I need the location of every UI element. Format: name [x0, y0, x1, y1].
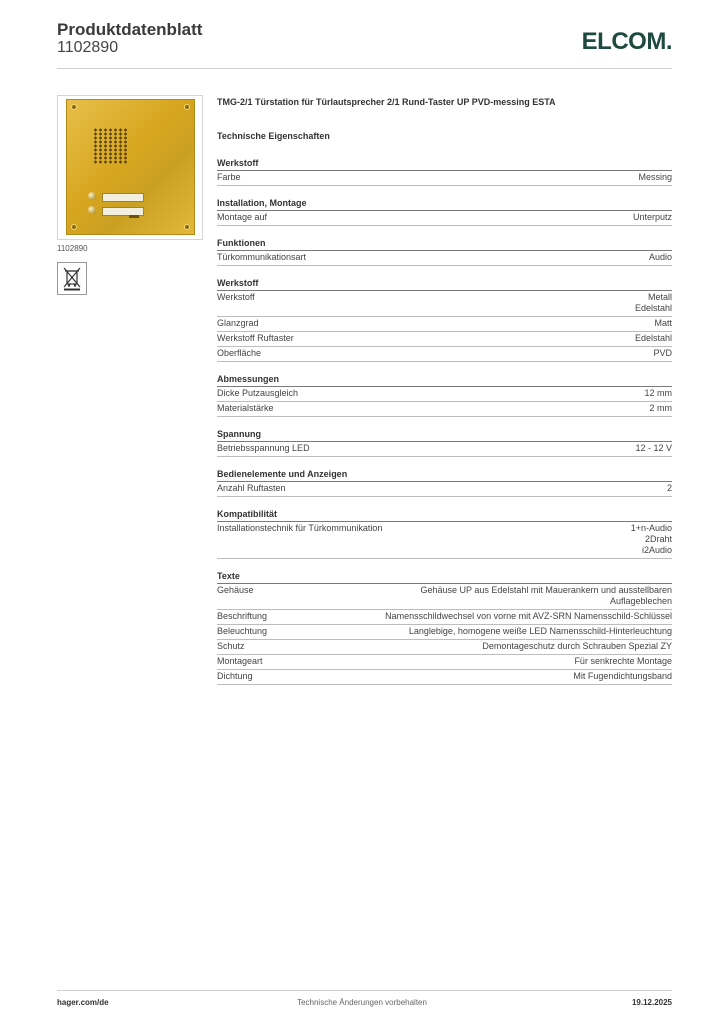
- texte-rows: [217, 584, 672, 685]
- spec-content: [217, 97, 672, 685]
- spec-value: [667, 483, 672, 494]
- group-title: Abmessungen: [217, 373, 672, 387]
- spec-row: [217, 251, 672, 266]
- logo-text: ELCOM: [581, 28, 666, 55]
- texte-label: Beschriftung: [217, 611, 268, 621]
- texte-row: [217, 610, 672, 625]
- spec-row: [217, 387, 672, 402]
- texte-group: [217, 570, 672, 685]
- texte-label: Dichtung: [217, 671, 253, 681]
- spec-value-line: 2 mm: [649, 403, 672, 413]
- group-title: Installation, Montage: [217, 197, 672, 211]
- screw-icon: [72, 225, 76, 229]
- texte-label: Montageart: [217, 656, 263, 666]
- spec-value: [635, 333, 672, 344]
- footer-divider: [57, 990, 672, 991]
- spec-row: [217, 171, 672, 186]
- spec-row: [217, 482, 672, 497]
- call-button-icon: [88, 206, 96, 214]
- spec-label: Betriebsspannung LED: [217, 443, 310, 453]
- spec-group: [217, 508, 672, 559]
- spec-label: Anzahl Ruftasten: [217, 483, 286, 493]
- spec-group: [217, 197, 672, 226]
- product-image: [57, 95, 203, 240]
- texte-row: [217, 640, 672, 655]
- spec-value-line: Metall: [647, 292, 672, 302]
- spec-group: [217, 157, 672, 186]
- group-title: Kompatibilität: [217, 508, 672, 522]
- article-number: 1102890: [57, 39, 119, 56]
- spec-value: [650, 403, 673, 414]
- spec-label: Materialstärke: [217, 403, 274, 413]
- spec-value-line: 12 - 12 V: [635, 443, 672, 453]
- product-title: TMG-2/1 Türstation für Türlautsprecher 2/1 Rund-Taster UP PVD-messing ESTA: [217, 97, 556, 107]
- spec-row: [217, 211, 672, 226]
- texte-value: Namensschildwechsel von vorne mit AVZ-SRN Namensschild-Schlüssel: [385, 611, 672, 621]
- texte-row: [217, 584, 672, 610]
- spec-group: [217, 468, 672, 497]
- name-plate: [102, 193, 144, 202]
- texte-label: Gehäuse: [217, 585, 254, 595]
- header-divider: [57, 68, 672, 69]
- screw-icon: [72, 105, 76, 109]
- texte-value: Gehäuse UP aus Edelstahl mit Mauerankern und ausstellbaren Auflageblechen: [420, 585, 672, 606]
- spec-label: Oberfläche: [217, 348, 262, 358]
- group-title: Werkstoff: [217, 157, 672, 171]
- texte-label: Beleuchtung: [217, 626, 268, 636]
- call-button-icon: [88, 192, 96, 200]
- spec-group: [217, 277, 672, 362]
- door-station-plate: [66, 99, 195, 235]
- texte-value: Mit Fugendichtungsband: [573, 671, 672, 681]
- spec-label: Werkstoff Ruftaster: [217, 333, 294, 343]
- texte-row: [217, 670, 672, 685]
- screw-icon: [185, 225, 189, 229]
- footer-disclaimer: Technische Änderungen vorbehalten: [297, 998, 427, 1007]
- spec-value: [635, 443, 672, 454]
- spec-label: Montage auf: [217, 212, 268, 222]
- spec-value: [635, 292, 672, 314]
- call-button-row: [88, 192, 178, 202]
- group-title: Bedienelemente und Anzeigen: [217, 468, 672, 482]
- spec-value-line: Matt: [654, 318, 672, 328]
- footer-website: hager.com/de: [57, 998, 109, 1007]
- spec-row: [217, 522, 672, 559]
- spec-label: Farbe: [217, 172, 241, 182]
- group-title: Werkstoff: [217, 277, 672, 291]
- spec-value-line: Audio: [648, 252, 672, 262]
- elcom-logo: [582, 28, 672, 56]
- spec-value: [653, 348, 672, 359]
- spec-value: [631, 523, 672, 556]
- spec-groups: [217, 157, 672, 559]
- spec-row: [217, 332, 672, 347]
- spec-label: Türkommunikationsart: [217, 252, 307, 262]
- spec-value-line: 12 mm: [644, 388, 672, 398]
- texte-row: [217, 655, 672, 670]
- spec-value-line: Messing: [638, 172, 672, 182]
- spec-value-line: i2Audio: [641, 545, 672, 555]
- group-title: Funktionen: [217, 237, 672, 251]
- image-caption: 1102890: [57, 244, 88, 253]
- spec-group: [217, 237, 672, 266]
- texte-row: [217, 625, 672, 640]
- plate-logo: [129, 215, 139, 218]
- screw-icon: [185, 105, 189, 109]
- group-title: Texte: [217, 570, 672, 584]
- spec-value: [638, 172, 672, 183]
- spec-label: Installationstechnik für Türkommunikation: [217, 523, 383, 533]
- spec-value: [644, 388, 672, 399]
- spec-value-line: 2Draht: [644, 534, 672, 544]
- group-title: Spannung: [217, 428, 672, 442]
- spec-row: [217, 347, 672, 362]
- spec-value-line: 2: [666, 483, 672, 493]
- footer-date: 19.12.2025: [631, 998, 672, 1007]
- spec-value: [654, 318, 672, 329]
- texte-value: Für senkrechte Montage: [574, 656, 672, 666]
- spec-value-line: Edelstahl: [634, 303, 672, 313]
- spec-label: Glanzgrad: [217, 318, 259, 328]
- texte-value: Langlebige, homogene weiße LED Namensschild-Hinterleuchtung: [408, 626, 672, 636]
- spec-row: [217, 442, 672, 457]
- spec-row: [217, 291, 672, 317]
- spec-row: [217, 317, 672, 332]
- spec-row: [217, 402, 672, 417]
- spec-value: [633, 212, 672, 223]
- speaker-grille: [93, 128, 127, 164]
- spec-group: [217, 373, 672, 417]
- weee-crossed-bin-icon: [57, 262, 87, 295]
- spec-label: Dicke Putzausgleich: [217, 388, 299, 398]
- spec-label: Werkstoff: [217, 292, 255, 302]
- spec-value-line: PVD: [653, 348, 672, 358]
- spec-value: [649, 252, 672, 263]
- texte-label: Schutz: [217, 641, 245, 651]
- texte-value: Demontageschutz durch Schrauben Spezial ZY: [482, 641, 672, 651]
- spec-group: [217, 428, 672, 457]
- spec-value-line: Edelstahl: [634, 333, 672, 343]
- section-title: Technische Eigenschaften: [217, 131, 330, 141]
- spec-value-line: Unterputz: [632, 212, 672, 222]
- spec-value-line: 1+n-Audio: [630, 523, 672, 533]
- logo-dot: .: [665, 28, 672, 55]
- page-title: Produktdatenblatt: [57, 20, 203, 39]
